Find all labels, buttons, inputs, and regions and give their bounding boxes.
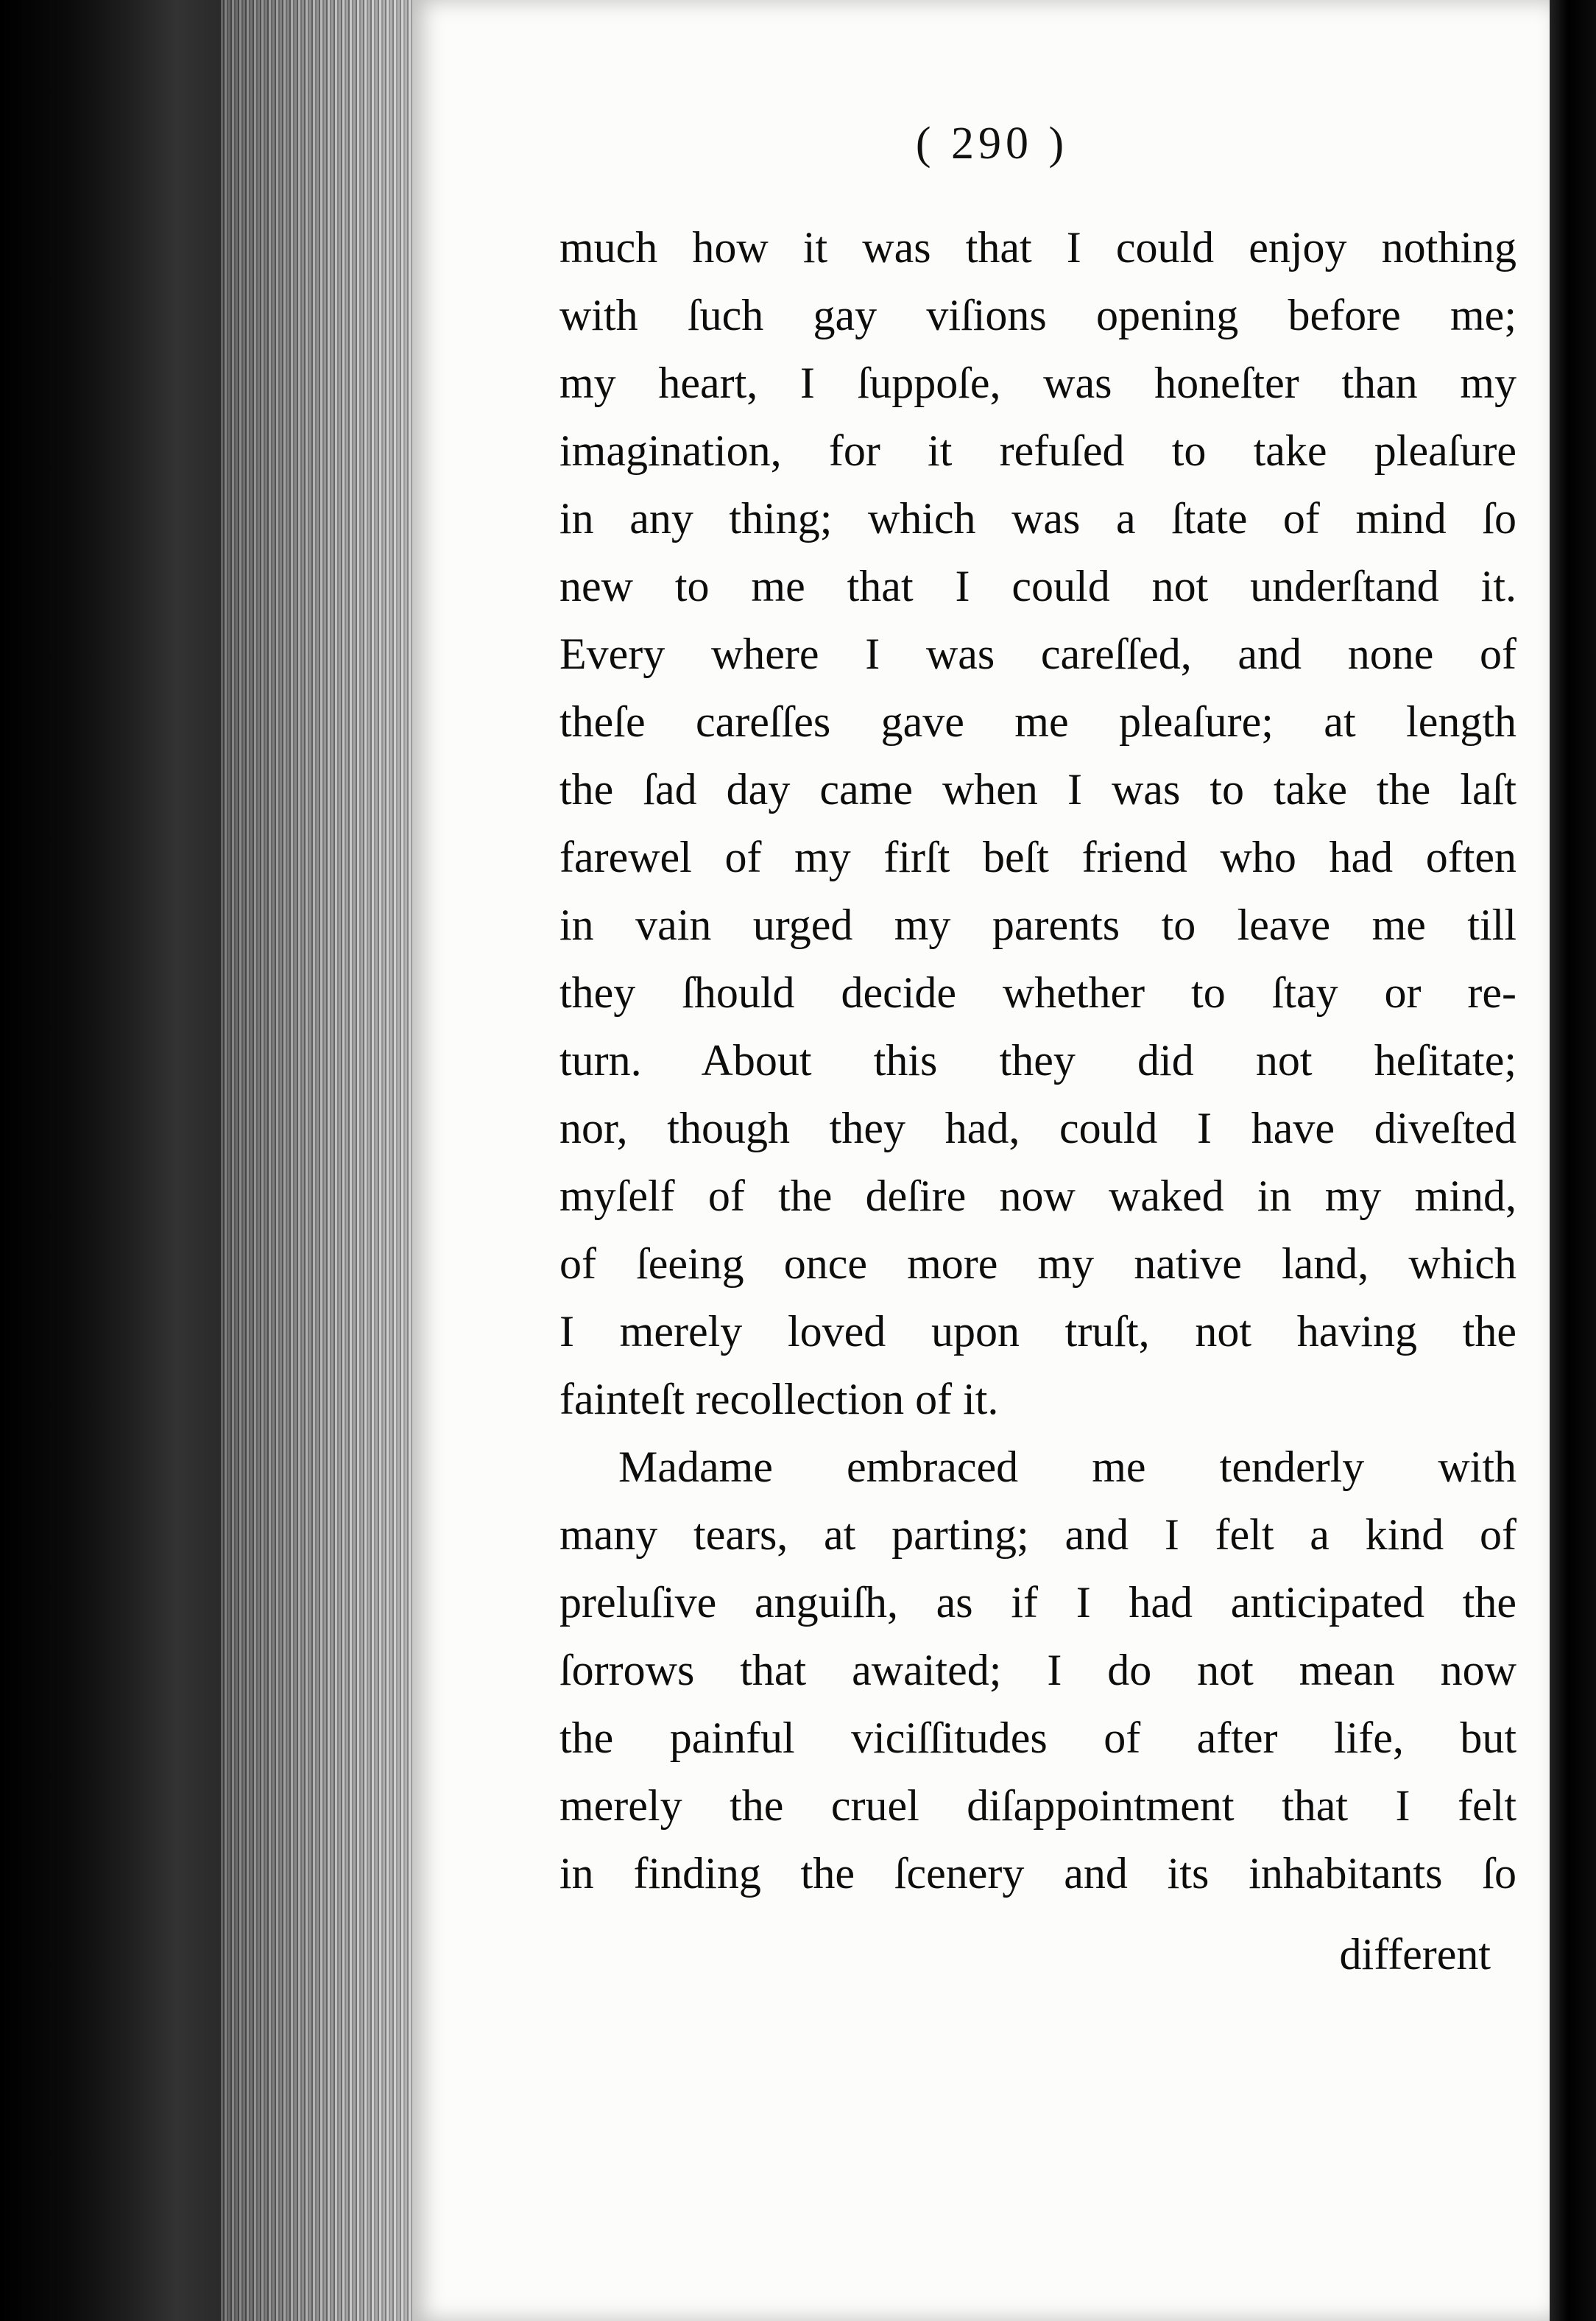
right-page-edge <box>1550 0 1596 2321</box>
text-line: of ſeeing once more my native land, which <box>559 1239 1516 1288</box>
text-line: theſe careſſes gave me pleaſure; at length <box>559 697 1516 746</box>
text-line: Every where I was careſſed, and none of <box>559 630 1516 678</box>
text-line: the ſad day came when I was to take the laſt <box>559 765 1516 814</box>
page-edges <box>221 0 412 2321</box>
text-line: Madame embraced me tenderly with <box>618 1443 1516 1491</box>
page-number: ( 290 ) <box>915 119 1069 169</box>
text-line: in vain urged my parents to leave me till <box>559 901 1516 949</box>
text-line: in any thing; which was a ſtate of mind ſo <box>559 494 1516 543</box>
catchword: different <box>1339 1930 1491 1979</box>
printed-page <box>412 0 1550 2321</box>
text-line: farewel of my firſt beſt friend who had often <box>559 833 1516 881</box>
text-line: I merely loved upon truſt, not having the <box>559 1307 1516 1356</box>
text-line: new to me that I could not underſtand it. <box>559 562 1516 610</box>
text-line: many tears, at parting; and I felt a kind of <box>559 1510 1516 1559</box>
text-line: preluſive anguiſh, as if I had anticipated the <box>559 1578 1516 1627</box>
text-line: fainteſt recollection of it. <box>559 1375 999 1423</box>
text-line: with ſuch gay viſions opening before me; <box>559 291 1516 339</box>
text-line: merely the cruel diſappointment that I felt <box>559 1781 1516 1830</box>
text-line: in finding the ſcenery and its inhabitants ſo <box>559 1849 1516 1898</box>
text-line: turn. About this they did not heſitate; <box>559 1036 1516 1085</box>
body-text <box>559 214 1516 1907</box>
text-line: nor, though they had, could I have diveſted <box>559 1104 1516 1152</box>
book-binding <box>0 0 221 2321</box>
text-line: they ſhould decide whether to ſtay or re- <box>559 968 1516 1017</box>
text-line: much how it was that I could enjoy nothing <box>559 223 1516 272</box>
text-line: ſorrows that awaited; I do not mean now <box>559 1646 1516 1694</box>
text-line: my heart, I ſuppoſe, was honeſter than my <box>559 359 1516 407</box>
text-line: the painful viciſſitudes of after life, but <box>559 1714 1516 1762</box>
text-line: imagination, for it refuſed to take pleaſure <box>559 426 1516 475</box>
text-line: myſelf of the deſire now waked in my mind, <box>559 1172 1516 1220</box>
